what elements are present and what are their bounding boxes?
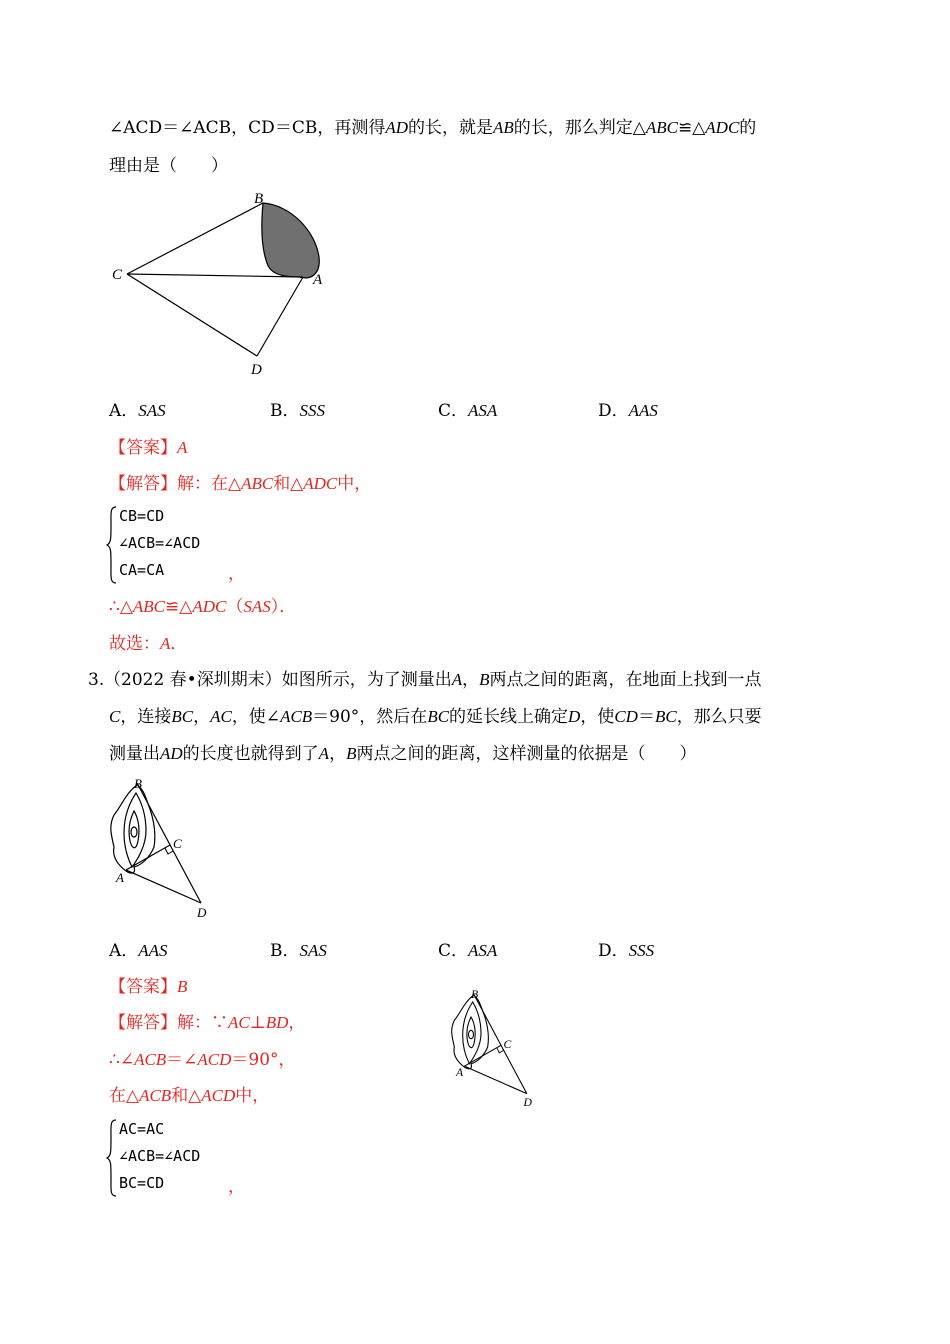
p3-stem-text: B: [346, 744, 357, 763]
p2-stem-text: 的长，就是: [408, 118, 493, 138]
solution-text: ACB: [134, 1050, 167, 1069]
p2-stem-text: 的: [739, 118, 757, 138]
p3-stem-text: ＝: [637, 707, 655, 727]
answer-value: B: [177, 977, 188, 996]
p3-terrain-center: [131, 827, 137, 837]
option-value: SAS: [299, 941, 327, 960]
system-row: CB=CD: [119, 507, 165, 525]
option-letter: A．: [109, 401, 139, 421]
solution-text: AC: [228, 1013, 250, 1032]
p2-figure: [105, 185, 335, 380]
p3-stem-text: 两点之间的距离，这样测量的依据是（ ）: [356, 744, 697, 764]
solution-text: 解：∵: [177, 1013, 228, 1033]
p2-label-b: B: [254, 191, 264, 207]
solution-text: ACD: [197, 1050, 232, 1069]
p2-stem-text: 的长，那么判定△: [513, 118, 646, 138]
solution-tag: 【解答】: [109, 1013, 177, 1033]
solution-text: ADC: [303, 474, 338, 493]
p2-stem-line1: [109, 116, 756, 140]
p3s-label-c: C: [503, 1037, 512, 1051]
answer-value: A: [177, 438, 188, 457]
conclusion-text: ∴△: [109, 597, 133, 617]
p3-stem-text: ＝90°，然后在: [312, 707, 428, 727]
p2-option-c: [438, 399, 497, 423]
p2-stem-line2: 理由是（ ）: [109, 156, 228, 176]
p3-number: 3.: [88, 670, 105, 690]
solution-text: 解：在△: [177, 474, 242, 494]
p2-label-a: A: [313, 272, 323, 288]
p2-system: [119, 503, 200, 584]
solution-tag: 【解答】: [109, 474, 177, 494]
solution-text: ⊥: [249, 1013, 266, 1033]
option-letter: D．: [598, 401, 629, 421]
p3-stem-text: A: [318, 744, 330, 763]
answer-tag: 【答案】: [109, 438, 177, 458]
solution-text: 和△: [273, 474, 304, 494]
p2-segment-cd: [127, 274, 257, 356]
option-letter: C．: [438, 941, 469, 961]
solution-text: ＝∠: [166, 1050, 198, 1070]
p2-answer: [109, 436, 187, 460]
p3-stem-text: ，: [193, 707, 211, 727]
p3-stem-text: ACB: [280, 707, 313, 726]
p2-label-c: C: [112, 267, 123, 283]
p3-stem-text: BC: [427, 707, 450, 726]
choose-text: ．: [170, 634, 188, 654]
p3-stem-text: 的延长线上确定: [449, 707, 569, 727]
answer-tag: 【答案】: [109, 977, 177, 997]
conclusion-text: ）．: [270, 597, 297, 617]
p3s-terrain-mid: [463, 1002, 481, 1064]
p3s-terrain-inner: [467, 1017, 475, 1048]
conclusion-text: ADC: [192, 597, 227, 616]
conclusion-text: ABC: [132, 597, 165, 616]
p3-option-c: [438, 939, 497, 963]
p3-stem-line3: [109, 742, 696, 766]
conclusion-text: ≌△: [165, 597, 193, 617]
p3-stem-text: 测量出: [109, 744, 160, 764]
system-row: CA=CA: [119, 561, 165, 579]
p2-shaded-region: [262, 203, 319, 278]
conclusion-text: （: [226, 597, 244, 617]
p3-stem-text: CD: [614, 707, 638, 726]
p2-stem-text: ∠ACD＝∠ACB，CD＝CB，再测得: [109, 118, 386, 138]
p2-solution-intro: [109, 472, 371, 496]
p3-segment-ac: [126, 845, 170, 870]
p3-system-comma: ，: [228, 1177, 245, 1197]
p3-label-c: C: [173, 836, 182, 851]
p3-stem-text: 的长度也就得到了: [182, 744, 319, 764]
p2-option-a: [109, 399, 166, 423]
option-value: SSS: [299, 401, 325, 420]
p3-stem-text: ，: [329, 744, 347, 764]
p3-label-b: B: [134, 776, 142, 791]
p3-solution-line3: [109, 1084, 269, 1108]
p3s-segment-ad: [464, 1066, 526, 1094]
p3s-segment-bd: [474, 994, 527, 1094]
p3-figure: [104, 775, 224, 925]
p2-stem-text: ABC: [645, 118, 678, 137]
solution-text: ＝90°，: [231, 1050, 296, 1070]
p2-segment-cb: [127, 203, 263, 274]
p3-solution-line2: [109, 1048, 296, 1072]
p2-segment-ca: [127, 274, 303, 277]
p2-system-brace: [106, 505, 118, 585]
p3-option-b: [270, 939, 327, 963]
p3-label-d: D: [197, 905, 207, 920]
p2-segment-ad: [257, 277, 303, 356]
p2-system-comma: ，: [228, 564, 245, 584]
solution-text: 和△: [171, 1086, 202, 1106]
p3-segment-bd: [137, 783, 201, 903]
p3-terrain-mid: [124, 793, 146, 867]
system-row: BC=CD: [119, 1174, 165, 1192]
option-letter: B．: [270, 941, 300, 961]
p3-stem-text: ，那么只要: [676, 707, 762, 727]
option-value: AAS: [628, 401, 658, 420]
solution-text: 中，: [235, 1086, 270, 1106]
solution-text: ACB: [139, 1086, 172, 1105]
system-row: AC=AC: [119, 1120, 165, 1138]
p3-option-a: [109, 939, 168, 963]
option-letter: B．: [270, 401, 300, 421]
solution-text: BD: [265, 1013, 289, 1032]
option-value: SSS: [628, 941, 655, 960]
choose-value: A: [160, 634, 171, 653]
p3-terrain-inner: [129, 811, 139, 848]
option-value: ASA: [468, 941, 498, 960]
solution-text: ACD: [201, 1086, 236, 1105]
solution-text: ∴∠: [109, 1050, 135, 1070]
p3-stem-text: C: [109, 707, 121, 726]
p3s-label-b: B: [471, 987, 479, 1001]
option-letter: D．: [598, 941, 629, 961]
option-letter: A．: [109, 941, 139, 961]
p2-choose: [109, 632, 187, 656]
conclusion-text: SAS: [243, 597, 271, 616]
p3-segment-ad: [126, 870, 201, 903]
p2-conclusion: [109, 595, 296, 619]
p3-stem-line1: [104, 668, 761, 692]
p3-stem-text: ，使: [580, 707, 615, 727]
p3-stem-text: （2022 春•深圳期末）如图所示，为了测量出: [104, 670, 452, 690]
choose-text: 故选：: [109, 634, 160, 654]
solution-text: 在△: [109, 1086, 140, 1106]
p3-solution-line1: [109, 1011, 305, 1035]
p3-option-d: [598, 939, 654, 963]
p3s-segment-ac: [464, 1045, 501, 1066]
p3-label-a: A: [116, 870, 124, 885]
p3-system: [119, 1116, 200, 1197]
p2-stem-text: AB: [493, 118, 514, 137]
p2-option-d: [598, 399, 658, 423]
p3-stem-text: 两点之间的距离，在地面上找到一点: [489, 670, 762, 690]
p3-stem-text: AC: [210, 707, 232, 726]
p3-stem-text: AD: [160, 744, 183, 763]
p2-stem-text: ADC: [705, 118, 740, 137]
p2-label-d: D: [251, 362, 262, 378]
option-value: AAS: [138, 941, 168, 960]
p3s-label-a: A: [456, 1066, 464, 1080]
p3-stem-text: B: [479, 670, 490, 689]
p3s-label-d: D: [523, 1096, 532, 1110]
solution-text: 中，: [337, 474, 372, 494]
p3-stem-text: BC: [654, 707, 677, 726]
solution-text: ，: [288, 1013, 306, 1033]
p3-answer: [109, 975, 187, 999]
p3-stem-text: ，使∠: [231, 707, 281, 727]
system-row: ∠ACB=∠ACD: [119, 1147, 201, 1165]
p3-stem-text: D: [568, 707, 581, 726]
option-value: SAS: [138, 401, 166, 420]
p3-stem-text: ，连接: [120, 707, 172, 727]
system-row: ∠ACB=∠ACD: [119, 534, 201, 552]
p3-solution-figure: [446, 987, 546, 1112]
p3-stem-line2: [109, 705, 762, 729]
p2-option-b: [270, 399, 325, 423]
p3-stem-text: BC: [171, 707, 194, 726]
p3-system-brace: [106, 1118, 118, 1198]
option-letter: C．: [438, 401, 469, 421]
p2-stem-text: ≌△: [677, 118, 706, 138]
solution-text: ABC: [241, 474, 274, 493]
option-value: ASA: [468, 401, 498, 420]
p2-stem-text: AD: [385, 118, 408, 137]
p3s-terrain-center: [469, 1030, 474, 1038]
p3-stem-text: A: [451, 670, 463, 689]
p3-stem-text: ，: [462, 670, 480, 690]
